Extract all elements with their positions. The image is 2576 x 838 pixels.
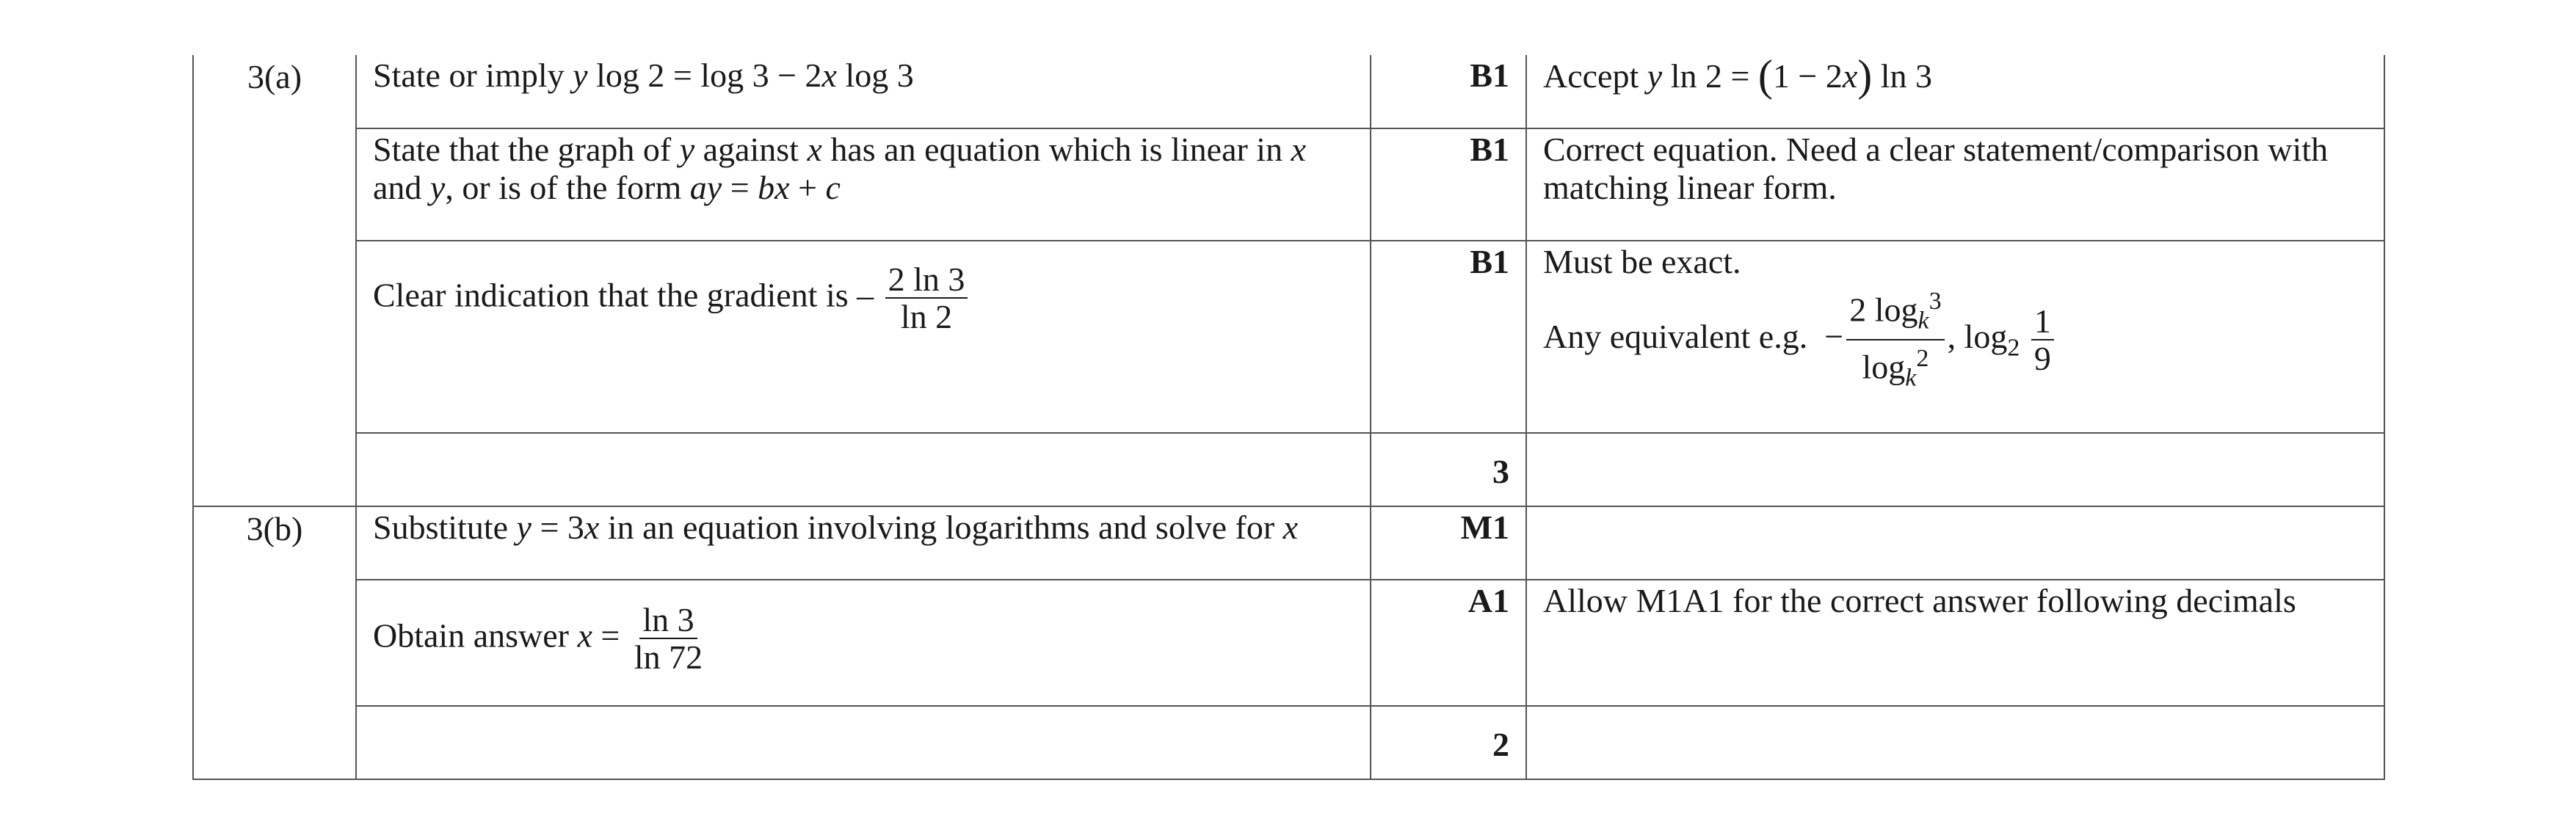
guidance-cell — [1526, 128, 2384, 241]
answer-line: and y, or is of the form ay = bx + c — [373, 169, 841, 206]
fraction-numerator: 2 ln 3 — [885, 262, 968, 299]
guidance-cell — [1526, 241, 2384, 433]
total-mark-cell: 3 — [1371, 433, 1526, 506]
table-row — [193, 241, 2384, 433]
guidance-cell — [1526, 506, 2384, 580]
equivalent-fraction — [1846, 284, 1944, 396]
fraction-denominator: 9 — [2033, 339, 2051, 377]
guidance-line: matching linear form. — [1543, 169, 1837, 206]
answer-cell — [356, 128, 1371, 241]
guidance-math: y ln 2 = (1 − 2x) ln 3 — [1647, 51, 1933, 100]
table-row — [193, 506, 2384, 580]
fraction-denominator: $\log_k^2$ — [1862, 344, 1929, 392]
table-row — [193, 706, 2384, 779]
fraction-denominator: ln 2 — [900, 298, 953, 335]
guidance-line: Correct equation. Need a clear statement/comparison with — [1543, 131, 2329, 168]
table-row — [193, 128, 2384, 241]
gradient-fraction — [885, 262, 968, 335]
answer-text: State or imply — [373, 57, 573, 94]
guidance-cell — [1526, 433, 2384, 506]
mark-cell: M1 — [1371, 506, 1526, 580]
mark-cell: A1 — [1371, 580, 1526, 706]
answer-cell: Substitute y = 3x in an equation involving logarithms and solve for x — [356, 506, 1371, 580]
answer-cell — [356, 55, 1371, 128]
answer-cell — [356, 706, 1371, 779]
fraction-numerator: 1 — [2031, 304, 2054, 340]
guidance-text: Accept — [1543, 57, 1647, 95]
guidance-cell — [1526, 51, 2384, 128]
answer-fraction — [631, 602, 705, 676]
fraction-denominator: ln 72 — [634, 638, 703, 676]
total-mark-cell: 2 — [1371, 706, 1526, 779]
guidance-cell: Allow M1A1 for the correct answer following decimals — [1526, 580, 2384, 706]
table-row — [193, 580, 2384, 706]
guidance-line: Must be exact. — [1543, 243, 1741, 280]
mark-scheme-table — [192, 51, 2385, 780]
mark-cell: B1 — [1371, 241, 1526, 433]
guidance-text: Any equivalent e.g. — [1543, 318, 1808, 356]
guidance-line: Any equivalent e.g. − $\frac{2 \log_k^3}{\log_k^2}$ , $\log_2$ $\frac{1}{9}$ — [1543, 284, 2368, 396]
answer-cell — [356, 433, 1371, 506]
guidance-cell — [1526, 706, 2384, 779]
question-number-3b: 3(b) — [193, 506, 356, 779]
fraction-numerator: 2 $\log_k^3$ — [1846, 284, 1944, 340]
mark-scheme-sheet — [192, 51, 2384, 780]
table-row — [193, 433, 2384, 506]
question-number-3a: 3(a) — [193, 55, 356, 506]
mark-cell: B1 — [1371, 55, 1526, 128]
answer-text: Clear indication that the gradient is – — [373, 276, 874, 314]
log-base-2: log — [1964, 318, 2008, 356]
answer-line: State that the graph of y against x has an equation which is linear in x — [373, 131, 1307, 168]
fraction-numerator: ln 3 — [639, 602, 697, 639]
mark-cell: B1 — [1371, 128, 1526, 241]
answer-cell — [356, 241, 1371, 433]
answer-cell — [356, 580, 1371, 706]
answer-math: y log 2 = log 3 − 2x log 3 — [573, 57, 914, 94]
one-ninth-fraction — [2031, 304, 2054, 377]
table-row — [193, 55, 2384, 128]
answer-text: Obtain answer x = — [373, 616, 620, 655]
